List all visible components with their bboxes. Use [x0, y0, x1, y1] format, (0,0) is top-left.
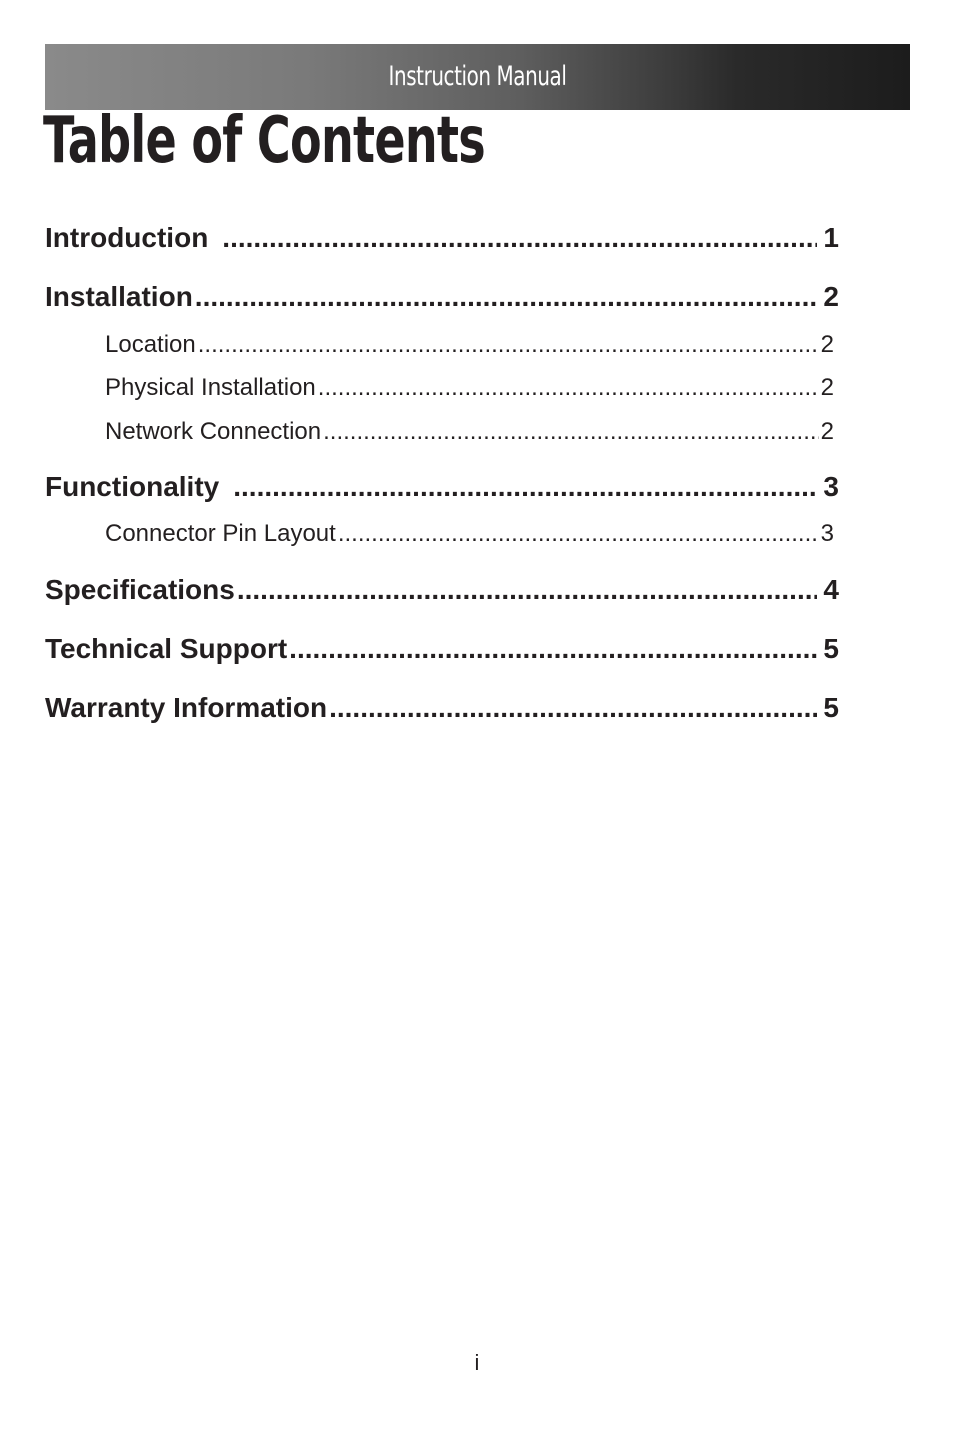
toc-entry-installation[interactable] — [45, 281, 839, 313]
page-title: Table of Contents — [43, 104, 485, 178]
toc-entry-label: Connector Pin Layout — [105, 520, 336, 547]
toc-entry-page: 2 — [820, 418, 834, 445]
toc-entry-location[interactable] — [105, 331, 834, 359]
toc-entry-label: Specifications — [45, 574, 235, 605]
toc-entry-warranty-information[interactable] — [45, 692, 839, 724]
header-title: Instruction Manual — [388, 60, 567, 92]
toc-dot-leader — [195, 281, 818, 313]
toc-entry-page: 5 — [823, 692, 839, 723]
toc-dot-leader — [318, 374, 819, 402]
toc-entry-label: Technical Support — [45, 633, 288, 664]
toc-entry-label: Network Connection — [105, 418, 322, 445]
toc-entry-page: 2 — [820, 331, 834, 358]
toc-entry-page: 3 — [823, 471, 839, 502]
toc-dot-leader — [237, 574, 818, 606]
toc-entry-label: Physical Installation — [105, 374, 316, 401]
toc-entry-label: Introduction — [45, 222, 209, 253]
toc-entry-specifications[interactable] — [45, 574, 839, 606]
toc-entry-introduction[interactable] — [45, 222, 839, 254]
toc-entry-page: 4 — [823, 574, 839, 605]
toc-entry-page: 2 — [820, 374, 834, 401]
toc-entry-page: 2 — [823, 281, 839, 312]
toc-dot-leader — [222, 222, 817, 254]
toc-entry-label: Warranty Information — [45, 692, 328, 723]
toc-entry-functionality[interactable] — [45, 471, 839, 503]
toc-entry-physical-installation[interactable] — [105, 374, 834, 402]
toc-entry-label: Location — [105, 331, 196, 358]
header-bar — [45, 44, 910, 110]
toc-dot-leader — [329, 692, 817, 724]
toc-dot-leader — [233, 471, 817, 503]
toc-dot-leader — [323, 418, 819, 446]
toc-entry-page: 3 — [820, 520, 834, 547]
toc-dot-leader — [198, 331, 819, 359]
toc-entry-connector-pin-layout[interactable] — [105, 520, 834, 548]
toc-entry-network-connection[interactable] — [105, 418, 834, 446]
page-number: i — [474, 1350, 480, 1375]
toc-entry-page: 5 — [823, 633, 839, 664]
toc-entry-label: Installation — [45, 281, 193, 312]
toc-dot-leader — [289, 633, 817, 665]
toc-entry-technical-support[interactable] — [45, 633, 839, 665]
toc-entry-page: 1 — [823, 222, 839, 253]
toc-entry-label: Functionality — [45, 471, 220, 502]
toc-dot-leader — [338, 520, 819, 548]
